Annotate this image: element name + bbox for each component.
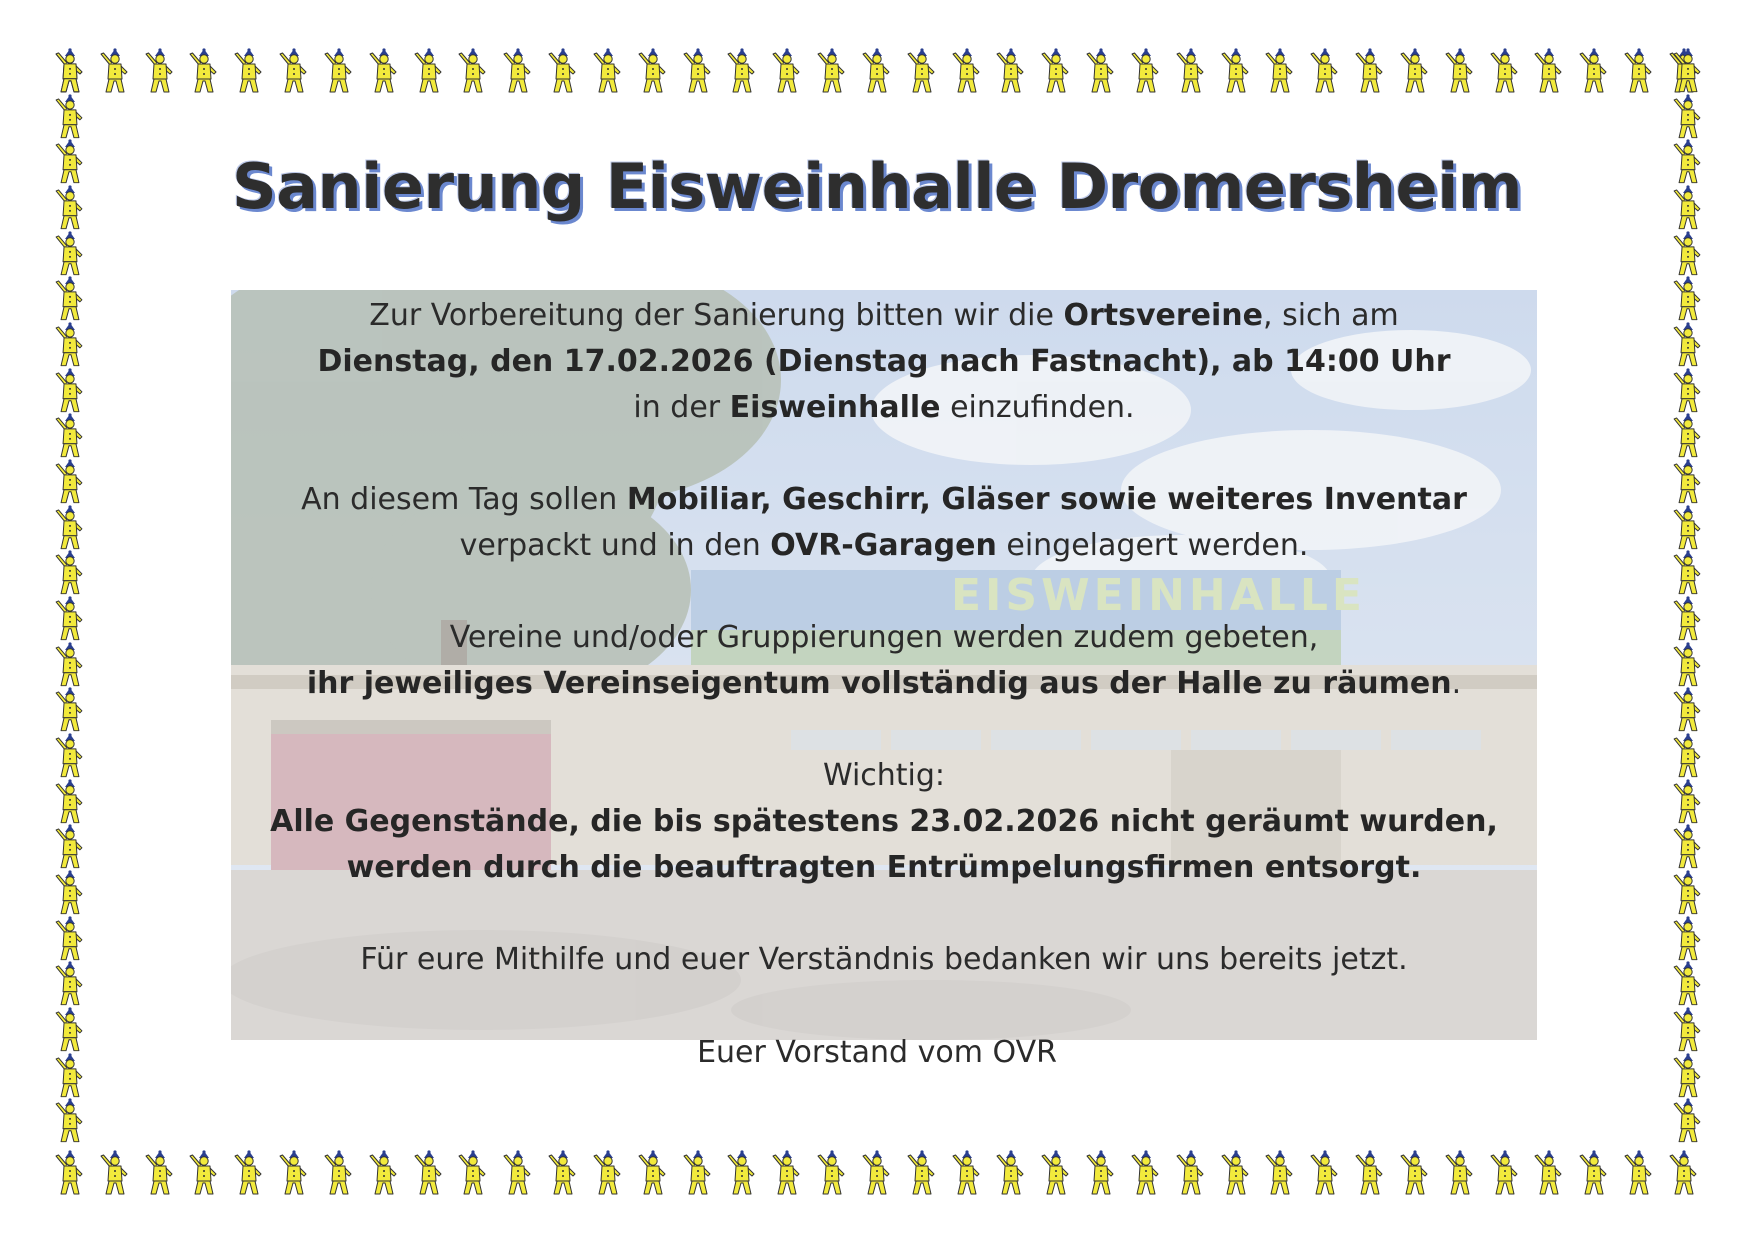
jester-icon <box>859 48 895 94</box>
jester-icon <box>1670 322 1706 368</box>
jester-icon <box>52 779 88 825</box>
jester-icon <box>1670 596 1706 642</box>
jester-icon <box>814 48 850 94</box>
jester-icon <box>52 870 88 916</box>
jester-icon <box>1670 916 1706 962</box>
jester-icon <box>769 1150 805 1196</box>
jester-icon <box>1218 1150 1254 1196</box>
jester-icon <box>52 276 88 322</box>
highlight-disposal: werden durch die beauftragten Entrümpelungsfirmen entsorgt. <box>346 850 1422 885</box>
jester-icon <box>1576 1150 1612 1196</box>
jester-icon <box>52 48 88 94</box>
jester-icon <box>904 48 940 94</box>
jester-icon <box>545 48 581 94</box>
jester-icon <box>1352 1150 1388 1196</box>
jester-icon <box>993 1150 1029 1196</box>
jester-icon <box>366 48 402 94</box>
jester-border-top <box>52 48 1702 96</box>
jester-icon <box>1670 642 1706 688</box>
highlight-ortsvereine: Ortsvereine <box>1063 298 1264 333</box>
jester-icon <box>1531 48 1567 94</box>
jester-icon <box>52 550 88 596</box>
highlight-ovr-garagen: OVR-Garagen <box>770 528 997 563</box>
jester-icon <box>1128 1150 1164 1196</box>
jester-icon <box>1670 779 1706 825</box>
jester-icon <box>1083 48 1119 94</box>
jester-icon <box>1670 687 1706 733</box>
jester-border-bottom <box>52 1150 1702 1198</box>
jester-icon <box>1262 1150 1298 1196</box>
jester-icon <box>231 1150 267 1196</box>
jester-icon <box>1173 1150 1209 1196</box>
jester-icon <box>1487 48 1523 94</box>
jester-icon <box>142 48 178 94</box>
jester-icon <box>97 1150 133 1196</box>
jester-icon <box>52 961 88 1007</box>
jester-icon <box>276 1150 312 1196</box>
jester-icon <box>949 1150 985 1196</box>
jester-icon <box>590 48 626 94</box>
jester-icon <box>1666 1150 1702 1196</box>
jester-icon <box>1397 1150 1433 1196</box>
jester-icon <box>1670 48 1706 94</box>
jester-icon <box>186 1150 222 1196</box>
jester-icon <box>52 231 88 277</box>
jester-icon <box>814 1150 850 1196</box>
paragraph-inventory: An diesem Tag sollen Mobiliar, Geschirr, Gläser sowie weiteres Inventar verpackt und in den OVR-Garagen eingelagert werden. <box>301 482 1467 563</box>
jester-icon <box>1397 48 1433 94</box>
highlight-date-time: Dienstag, den 17.02.2026 (Dienstag nach Fastnacht), ab 14:00 Uhr <box>317 344 1451 379</box>
jester-icon <box>321 1150 357 1196</box>
jester-icon <box>769 48 805 94</box>
jester-icon <box>276 48 312 94</box>
jester-icon <box>142 1150 178 1196</box>
jester-icon <box>500 1150 536 1196</box>
jester-icon <box>52 916 88 962</box>
paragraph-invitation: Zur Vorbereitung der Sanierung bitten wir die Ortsvereine, sich am Dienstag, den 17.02.2026 (Dienstag nach Fastnacht), ab 14:00 Uhr in der Eisweinhalle einzufinden. <box>317 298 1451 425</box>
jester-icon <box>52 459 88 505</box>
jester-icon <box>1621 48 1657 94</box>
jester-icon <box>321 48 357 94</box>
jester-icon <box>1670 824 1706 870</box>
jester-icon <box>1038 1150 1074 1196</box>
highlight-club-property: ihr jeweiliges Vereinseigentum vollständig aus der Halle zu räumen <box>306 666 1452 701</box>
jester-icon <box>1670 231 1706 277</box>
jester-icon <box>1670 1098 1706 1144</box>
jester-icon <box>52 687 88 733</box>
paragraph-clubs: Vereine und/oder Gruppierungen werden zudem gebeten, ihr jeweiliges Vereinseigentum vollständig aus der Halle zu räumen. <box>306 620 1462 701</box>
jester-icon <box>186 48 222 94</box>
jester-icon <box>52 1150 88 1196</box>
jester-icon <box>52 642 88 688</box>
jester-icon <box>1173 48 1209 94</box>
jester-icon <box>1670 870 1706 916</box>
jester-icon <box>52 733 88 779</box>
paragraph-important: Wichtig: Alle Gegenstände, die bis spätestens 23.02.2026 nicht geräumt wurden, werden durch die beauftragten Entrümpelungsfirmen entsorgt. <box>231 753 1537 891</box>
jester-icon <box>52 322 88 368</box>
jester-icon <box>545 1150 581 1196</box>
jester-icon <box>500 48 536 94</box>
page-title: Sanierung Eisweinhalle Dromersheim <box>232 150 1522 223</box>
announcement-text <box>231 293 1537 1029</box>
jester-icon <box>1576 48 1612 94</box>
jester-icon <box>1442 1150 1478 1196</box>
jester-icon <box>411 1150 447 1196</box>
jester-icon <box>590 1150 626 1196</box>
jester-icon <box>1083 1150 1119 1196</box>
jester-icon <box>1307 1150 1343 1196</box>
jester-icon <box>1621 1150 1657 1196</box>
jester-icon <box>904 1150 940 1196</box>
jester-icon <box>724 48 760 94</box>
jester-icon <box>1531 1150 1567 1196</box>
jester-icon <box>1670 505 1706 551</box>
jester-icon <box>1442 48 1478 94</box>
jester-icon <box>1670 368 1706 414</box>
jester-icon <box>1670 459 1706 505</box>
jester-icon <box>1262 48 1298 94</box>
jester-icon <box>231 48 267 94</box>
jester-icon <box>97 48 133 94</box>
jester-icon <box>455 48 491 94</box>
signature: Euer Vorstand vom OVR <box>697 1035 1057 1070</box>
jester-icon <box>52 368 88 414</box>
highlight-inventory: Mobiliar, Geschirr, Gläser sowie weiteres Inventar <box>626 482 1467 517</box>
jester-icon <box>411 48 447 94</box>
jester-icon <box>949 48 985 94</box>
jester-icon <box>52 1098 88 1144</box>
jester-icon <box>1670 94 1706 140</box>
jester-icon <box>1038 48 1074 94</box>
jester-icon <box>1670 413 1706 459</box>
jester-icon <box>52 824 88 870</box>
jester-icon <box>1352 48 1388 94</box>
jester-icon <box>1670 961 1706 1007</box>
jester-icon <box>1307 48 1343 94</box>
jester-icon <box>366 1150 402 1196</box>
jester-icon <box>52 596 88 642</box>
jester-icon <box>1128 48 1164 94</box>
jester-icon <box>1670 550 1706 596</box>
jester-icon <box>635 1150 671 1196</box>
highlight-deadline: Alle Gegenstände, die bis spätestens 23.02.2026 nicht geräumt wurden, <box>270 804 1498 839</box>
jester-icon <box>635 48 671 94</box>
jester-icon <box>1218 48 1254 94</box>
paragraph-thanks: Für eure Mithilfe und euer Verständnis bedanken wir uns bereits jetzt. <box>360 942 1408 977</box>
jester-icon <box>52 94 88 140</box>
jester-icon <box>1670 733 1706 779</box>
jester-icon <box>680 1150 716 1196</box>
highlight-eisweinhalle: Eisweinhalle <box>729 390 941 425</box>
jester-icon <box>1487 1150 1523 1196</box>
jester-icon <box>680 48 716 94</box>
jester-icon <box>993 48 1029 94</box>
jester-icon <box>52 505 88 551</box>
jester-icon <box>52 413 88 459</box>
photo-sign-text: EISWEINHALLE <box>951 570 1366 621</box>
jester-icon <box>859 1150 895 1196</box>
jester-icon <box>1670 276 1706 322</box>
jester-icon <box>455 1150 491 1196</box>
jester-icon <box>724 1150 760 1196</box>
